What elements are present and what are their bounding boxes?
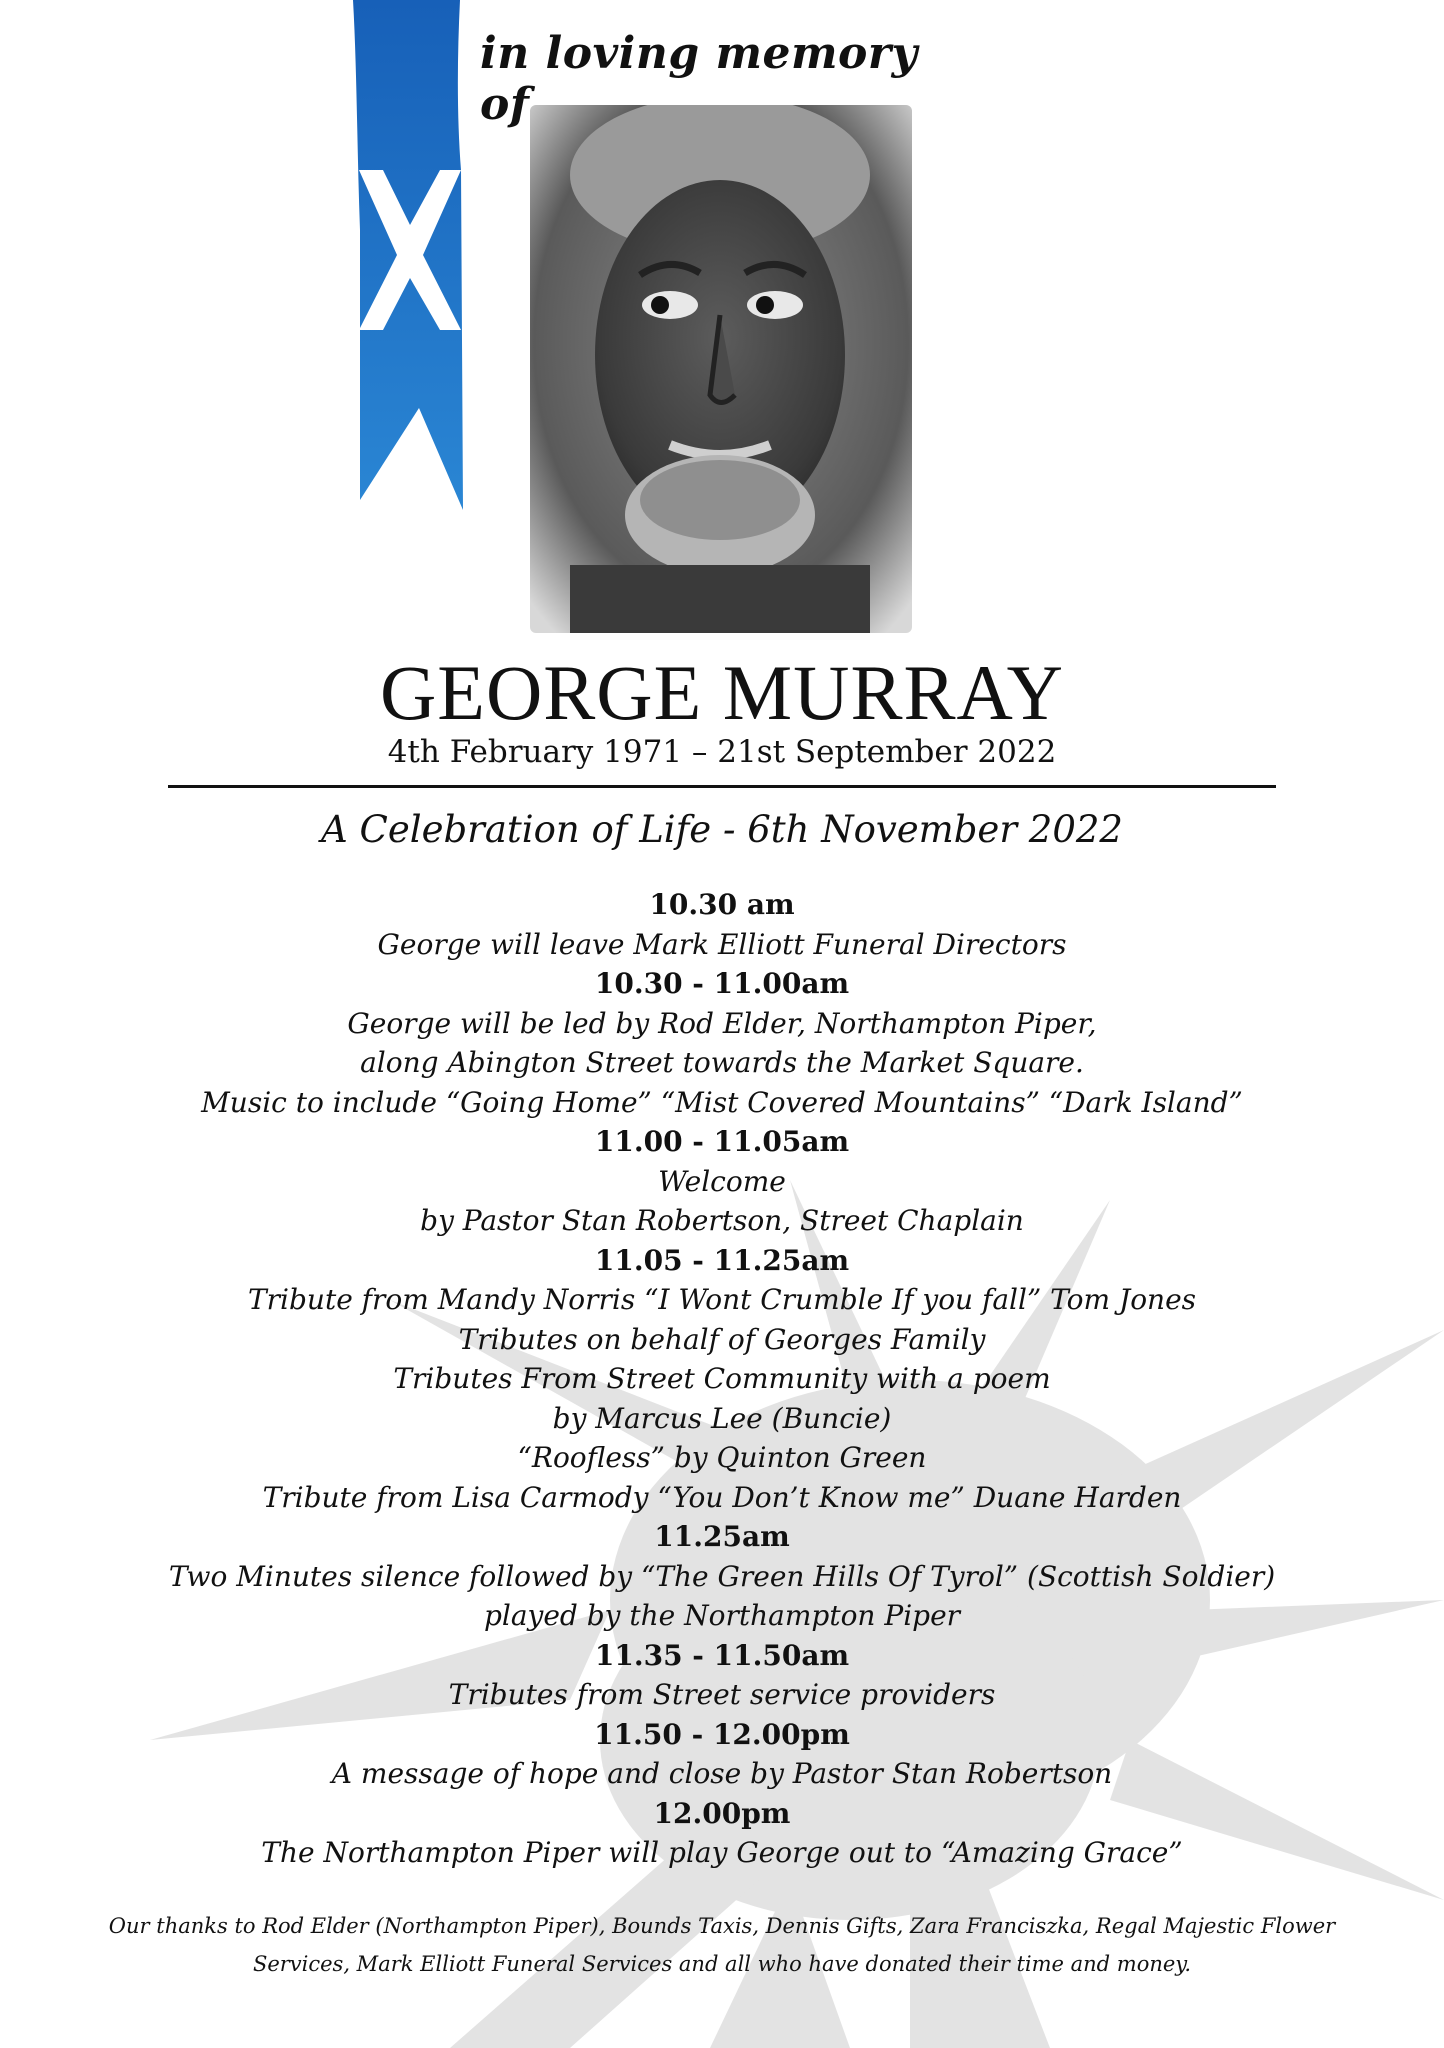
- programme-time: 10.30 - 11.00am: [594, 967, 850, 1000]
- programme-line: by Pastor Stan Robertson, Street Chaplain: [420, 1204, 1024, 1237]
- programme-line: by Marcus Lee (Buncie): [552, 1401, 892, 1435]
- divider: [168, 785, 1276, 788]
- programme-time: 12.00pm: [653, 1796, 791, 1830]
- programme-line: along Abington Street towards the Market Square.: [360, 1046, 1084, 1079]
- programme-line: Tributes from Street service providers: [448, 1678, 996, 1711]
- programme-line: George will leave Mark Elliott Funeral Directors: [377, 927, 1067, 961]
- programme-time: 10.30 am: [649, 888, 795, 921]
- programme-line: Tribute from Mandy Norris “I Wont Crumble If you fall” Tom Jones: [247, 1283, 1197, 1316]
- programme-line: The Northampton Piper will play George out to “Amazing Grace”: [261, 1836, 1183, 1869]
- programme-line: “Roofless” by Quinton Green: [517, 1441, 927, 1474]
- portrait-face-icon: [530, 105, 912, 633]
- event-title: A Celebration of Life - 6th November 2022: [321, 808, 1123, 851]
- life-dates: 4th February 1971 – 21st September 2022: [387, 734, 1057, 770]
- programme-time: 11.05 - 11.25am: [594, 1243, 850, 1277]
- programme-time: 11.35 - 11.50am: [594, 1638, 850, 1672]
- acknowledgements: [80, 1907, 1364, 1983]
- programme-line: Two Minutes silence followed by “The Green Hills Of Tyrol” (Scottish Soldier): [168, 1559, 1276, 1593]
- programme-line: Tributes on behalf of Georges Family: [458, 1322, 986, 1356]
- order-of-service: [0, 885, 1444, 1873]
- programme-line: Welcome: [658, 1164, 786, 1198]
- acknowledgements-line: Our thanks to Rod Elder (Northampton Piper), Bounds Taxis, Dennis Gifts, Zara Franciszka, Regal Majestic Flower: [108, 1914, 1336, 1938]
- programme-line: Tributes From Street Community with a poem: [393, 1362, 1051, 1395]
- programme-time: 11.25am: [654, 1520, 790, 1553]
- programme-line: A message of hope and close by Pastor Stan Robertson: [331, 1757, 1113, 1790]
- in-memory-heading: in loving memory of: [480, 28, 918, 130]
- programme-line: George will be led by Rod Elder, Northampton Piper,: [347, 1006, 1097, 1040]
- programme-line: played by the Northampton Piper: [483, 1599, 961, 1632]
- portrait-photo: [530, 105, 912, 633]
- programme-line: Tribute from Lisa Carmody “You Don’t Know me” Duane Harden: [262, 1480, 1182, 1514]
- saltire-ribbon-icon: [345, 0, 475, 520]
- programme-time: 11.50 - 12.00pm: [594, 1717, 850, 1751]
- deceased-name: GEORGE MURRAY: [379, 649, 1065, 736]
- programme-line: Music to include “Going Home” “Mist Covered Mountains” “Dark Island”: [201, 1085, 1243, 1119]
- programme-time: 11.00 - 11.05am: [594, 1125, 850, 1158]
- acknowledgements-line: Services, Mark Elliott Funeral Services and all who have donated their time and money.: [252, 1952, 1192, 1976]
